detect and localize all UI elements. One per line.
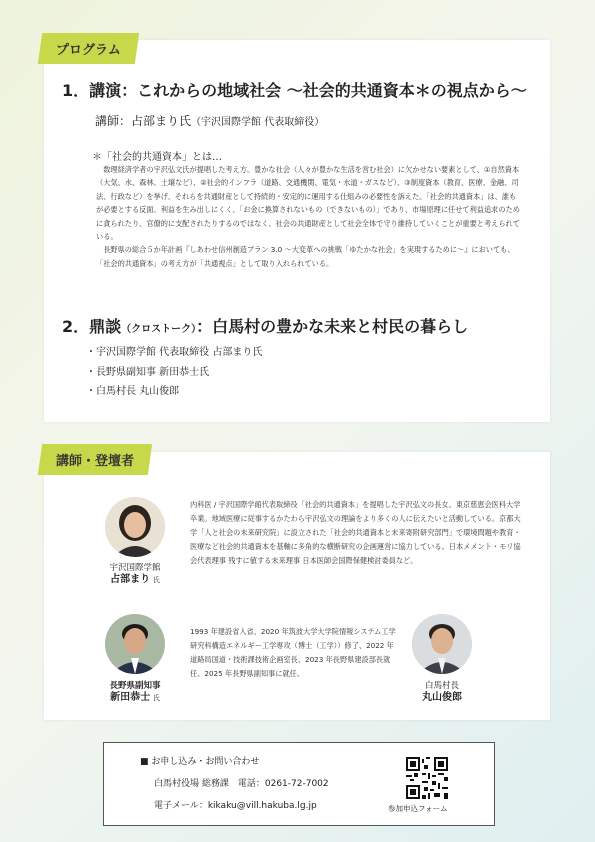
lecturer-affiliation: （宇沢国際学館 代表取締役） [191, 117, 325, 128]
lecturer-prefix: 講師： [95, 114, 132, 128]
speaker-bio-nitta [190, 625, 398, 681]
crosstalk-title-main: 2．鼎談 [62, 317, 122, 336]
lecturer-name: 占部まり氏 [131, 114, 192, 128]
speaker-honorific: 氏 [152, 694, 160, 702]
contact-heading: ■ お申し込み・お問い合わせ [140, 757, 260, 767]
speakers-tag-label: 講師・登壇者 [56, 454, 135, 469]
speaker-honorific: 氏 [152, 576, 160, 584]
note-title: ＊「社会的共通資本」とは… [92, 152, 222, 163]
program-tag-label: プログラム [56, 43, 121, 58]
contact-office: 白馬村役場 総務課 電話：0261-72-7002 [154, 779, 329, 789]
crosstalk-title-sub: （クロストーク） [121, 324, 197, 335]
participant-list [86, 343, 262, 402]
speaker-org: 宇沢国際学館 [109, 563, 161, 573]
speaker-name: 新田恭士 [110, 692, 151, 703]
note-body [96, 163, 523, 270]
qr-code-icon[interactable] [406, 757, 448, 799]
participant-item: ・長野県副知事 新田恭士氏 [86, 366, 210, 378]
participant-item: ・宇沢国際学館 代表取締役 占部まり氏 [86, 347, 263, 358]
speaker-name: 占部まり [110, 574, 151, 585]
speaker-photo-nitta [105, 614, 165, 674]
speakers-tag [38, 444, 152, 475]
contact-box [103, 742, 495, 826]
qr-label: 参加申込フォーム [388, 804, 448, 813]
lecturer-line [95, 112, 324, 129]
crosstalk-title-rest: ：白馬村の豊かな未来と村民の暮らし [196, 317, 469, 336]
note-paragraph-1: 数理経済学者の宇沢弘文氏が提唱した考え方。豊かな社会（人々が豊かな生活を営む社会）に欠かせない要素として、①自然資本（大気、水、森林、土壌など）、②社会的インフラ（道路、交通機関、電気・水道・ガスなど）、③制度資本（教育、医療、金融、司法、行政など）を挙げ、それらを共通財産として持続的・安定的に運用する仕組みの必要性を訴えた。「社会的共通資本」は、誰もが必要とする反面、利益を生み出しにくく、「お金に換算されないもの（できないもの）」であり、市場原理に任せて利益追求のために貪られたり、官僚的に支配されたりするのではなく、社会の共通財産として社会全体で守り維持していくことが重要と考えられている。 [96, 165, 520, 242]
speaker-caption-urabe [85, 562, 185, 586]
speaker-caption-nitta [85, 680, 185, 704]
contact-email[interactable]: 電子メール：kikaku@vill.hakuba.lg.jp [154, 801, 317, 811]
bio-text: 1993 年建設省入省、2020 年筑波大学大学院情報システム工学研究科構造エネルギー工学専攻（博士（工学））修了、2022 年道路局国道・技術課技術企画室長、2023 年長野県建設部長就任、2025 年長野県副知事に就任。 [190, 627, 396, 678]
speaker-photo-urabe [105, 497, 165, 557]
speaker-name: 丸山俊郎 [422, 692, 462, 703]
lecture-title: 1．講演：これからの地域社会 〜社会的共通資本＊の視点から〜 [62, 81, 527, 100]
speaker-org: 白馬村長 [424, 681, 459, 691]
crosstalk-title [62, 314, 468, 337]
speaker-caption-maruyama [392, 680, 492, 704]
note-paragraph-2: 長野県の総合５か年計画『しあわせ信州創造プラン 3.0 〜大変革への挑戦「ゆたかな社会」を実現するために〜』においても、「社会的共通資本」の考え方が「共通視点」として取り入れられている。 [96, 245, 515, 268]
participant-item: ・白馬村長 丸山俊郎 [86, 386, 180, 397]
program-tag [38, 33, 139, 64]
speaker-photo-maruyama [412, 614, 472, 674]
speaker-bio-urabe [190, 498, 522, 568]
bio-text: 内科医 / 宇沢国際学館代表取締役「社会的共通資本」を提唱した宇沢弘文の長女。東京慈恵会医科大学卒業。地域医療に従事するかたわら宇沢弘文の理論をより多くの人に伝えたいと活動している。京都大学「人と社会の未来研究院」に設立された「社会的共通資本と未来寄附研究部門」で環境問題や教育・医療など社会的共通資本を基軸に多角的な横断研究の企画運営に協力している。日本メメント・モリ協会代表理事 残すに値する未来理事 日本医師会国際保健検討委員など。 [190, 500, 521, 565]
speaker-org: 長野県副知事 [109, 681, 161, 691]
